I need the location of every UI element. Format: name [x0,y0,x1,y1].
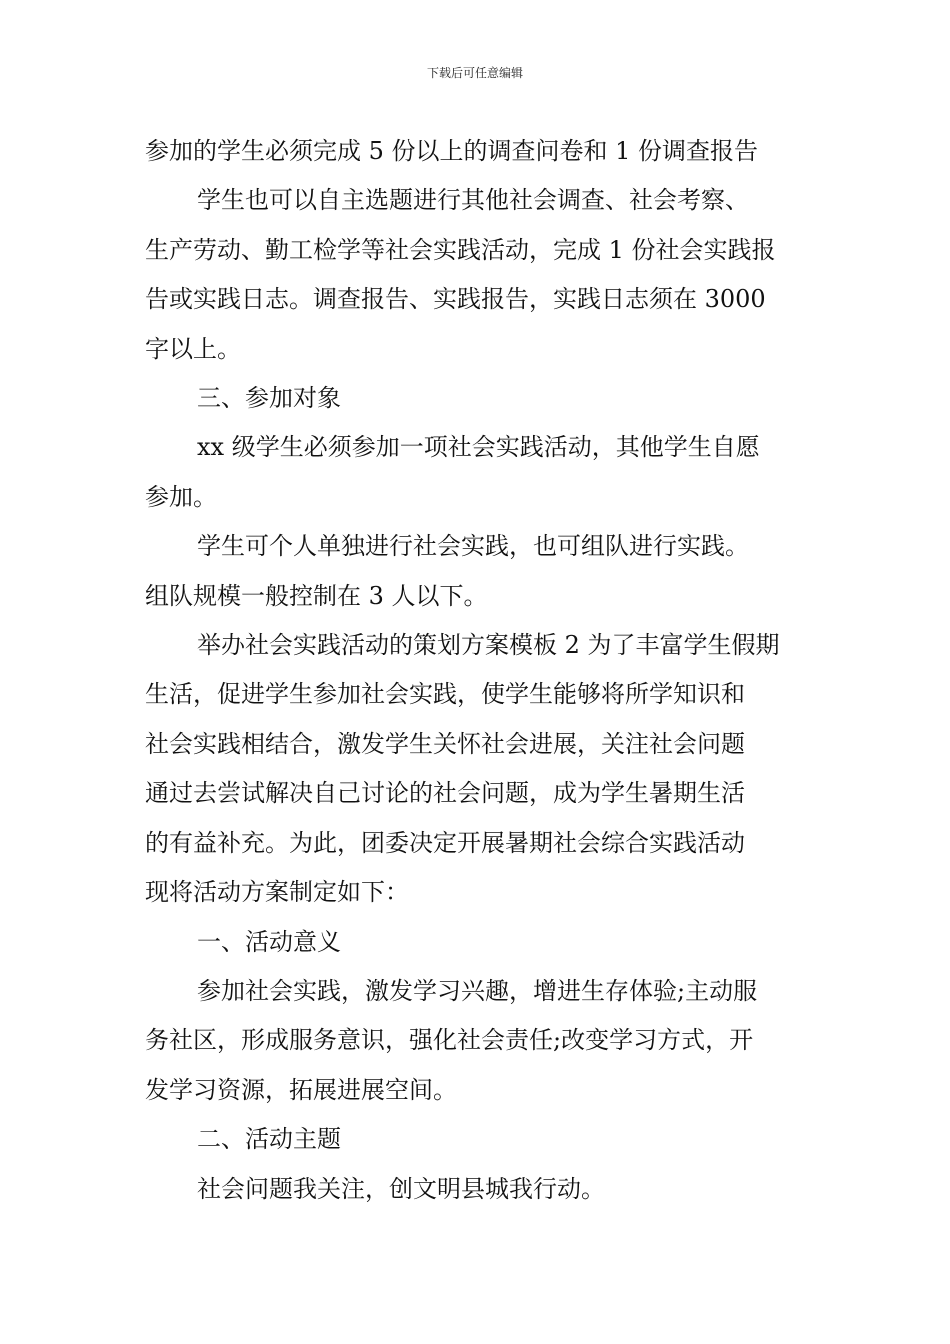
text-line: 社会实践相结合，激发学生关怀社会进展，关注社会问题 [145,729,745,758]
text-line: 参加社会实践，激发学习兴趣，增进生存体验;主动服 [197,976,758,1005]
text-line: xx 级学生必须参加一项社会实践活动，其他学生自愿 [197,433,760,462]
paragraph [145,127,809,176]
text-line: 字以上。 [145,334,241,363]
text-line: 通过去尝试解决自己讨论的社会问题，成为学生暑期生活 [145,779,745,808]
text-line: 二、活动主题 [197,1125,341,1154]
text-line: 三、参加对象 [197,384,341,413]
paragraph [145,423,809,522]
text-line: 务社区，形成服务意识，强化社会责任;改变学习方式，开 [145,1026,754,1055]
paragraph [145,522,809,621]
text-line: 生产劳动、勤工检学等社会实践活动，完成 1 份社会实践报 [145,235,776,264]
paragraph [145,967,809,1115]
paragraph [145,621,809,917]
text-line: 参加的学生必须完成 5 份以上的调查问卷和 1 份调查报告 [145,137,759,165]
document-body [145,127,809,1214]
text-line: 的有益补充。为此，团委决定开展暑期社会综合实践活动 [145,828,745,857]
text-line: 学生也可以自主选题进行其他社会调查、社会考察、 [197,186,749,215]
text-line: 组队规模一般控制在 3 人以下。 [145,581,488,610]
text-line: 现将活动方案制定如下： [145,878,409,907]
section-heading [145,374,809,423]
header-text: 下载后可任意编辑 [426,66,523,80]
text-line: 发学习资源，拓展进展空间。 [145,1075,457,1104]
text-line: 举办社会实践活动的策划方案模板 2 为了丰富学生假期 [197,631,780,660]
text-line: 告或实践日志。调查报告、实践报告，实践日志须在 3000 [145,285,766,314]
text-line: 学生可个人单独进行社会实践，也可组队进行实践。 [197,532,749,561]
text-line: 生活，促进学生参加社会实践，使学生能够将所学知识和 [145,680,745,709]
paragraph [145,176,809,374]
paragraph [145,1165,809,1214]
section-heading [145,918,809,967]
section-heading [145,1115,809,1164]
text-line: 参加。 [145,482,217,511]
page-header [0,64,950,82]
text-line: 社会问题我关注，创文明县城我行动。 [197,1174,605,1203]
text-line: 一、活动意义 [197,927,341,956]
